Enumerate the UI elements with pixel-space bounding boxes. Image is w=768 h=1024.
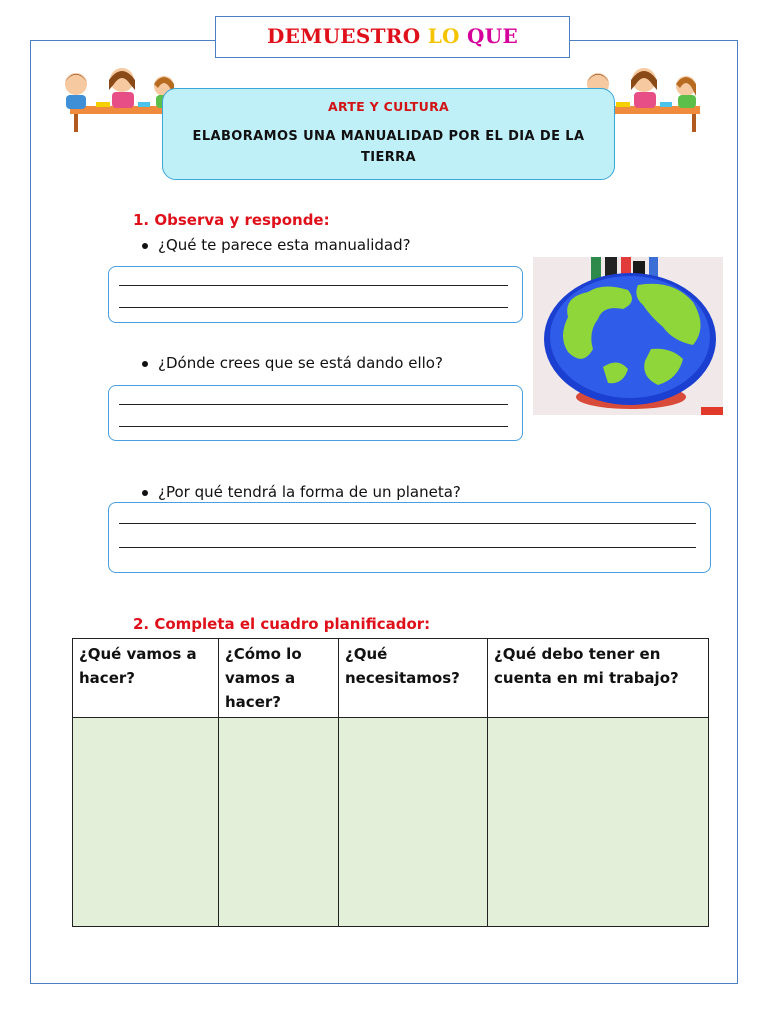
- table-row: [73, 718, 709, 927]
- subject-label: ARTE Y CULTURA: [328, 99, 449, 114]
- answer-box-3[interactable]: [108, 502, 711, 573]
- answer-line: [119, 426, 508, 427]
- title-part-3: QUE: [467, 24, 519, 48]
- question-3: [142, 483, 461, 501]
- bullet-icon: [142, 361, 148, 367]
- table-cell-how[interactable]: [219, 718, 339, 927]
- table-header-cell: ¿Cómo lo vamos a hacer?: [219, 639, 339, 718]
- earth-craft-image: [533, 257, 723, 415]
- question-1: [142, 236, 411, 254]
- bullet-icon: [142, 490, 148, 496]
- question-2: [142, 354, 443, 372]
- subject-banner: [162, 88, 615, 180]
- answer-box-1[interactable]: [108, 266, 523, 323]
- title-part-2: LO: [427, 24, 468, 48]
- table-cell-what[interactable]: [73, 718, 219, 927]
- table-cell-need[interactable]: [339, 718, 488, 927]
- question-2-text: ¿Dónde crees que se está dando ello?: [158, 354, 443, 372]
- title-part-1: DEMUESTRO: [266, 24, 428, 48]
- table-header-cell: ¿Qué vamos a hacer?: [73, 639, 219, 718]
- table-header-cell: ¿Qué necesitamos?: [339, 639, 488, 718]
- planning-table: [72, 638, 709, 927]
- activity-title: ELABORAMOS UNA MANUALIDAD POR EL DIA DE LA TIERRA: [192, 129, 585, 165]
- table-cell-consider[interactable]: [488, 718, 709, 927]
- bullet-icon: [142, 243, 148, 249]
- section-1-heading: 1. Observa y responde:: [133, 211, 330, 229]
- answer-line: [119, 285, 508, 286]
- table-header-cell: ¿Qué debo tener en cuenta en mi trabajo?: [488, 639, 709, 718]
- answer-line: [119, 523, 696, 524]
- page-title: [215, 16, 570, 58]
- answer-line: [119, 307, 508, 308]
- answer-box-2[interactable]: [108, 385, 523, 441]
- question-1-text: ¿Qué te parece esta manualidad?: [158, 236, 411, 254]
- table-header-row: [73, 639, 709, 718]
- question-3-text: ¿Por qué tendrá la forma de un planeta?: [158, 483, 461, 501]
- craft-photo: [533, 257, 723, 415]
- answer-line: [119, 547, 696, 548]
- section-2-heading: 2. Completa el cuadro planificador:: [133, 615, 431, 633]
- answer-line: [119, 404, 508, 405]
